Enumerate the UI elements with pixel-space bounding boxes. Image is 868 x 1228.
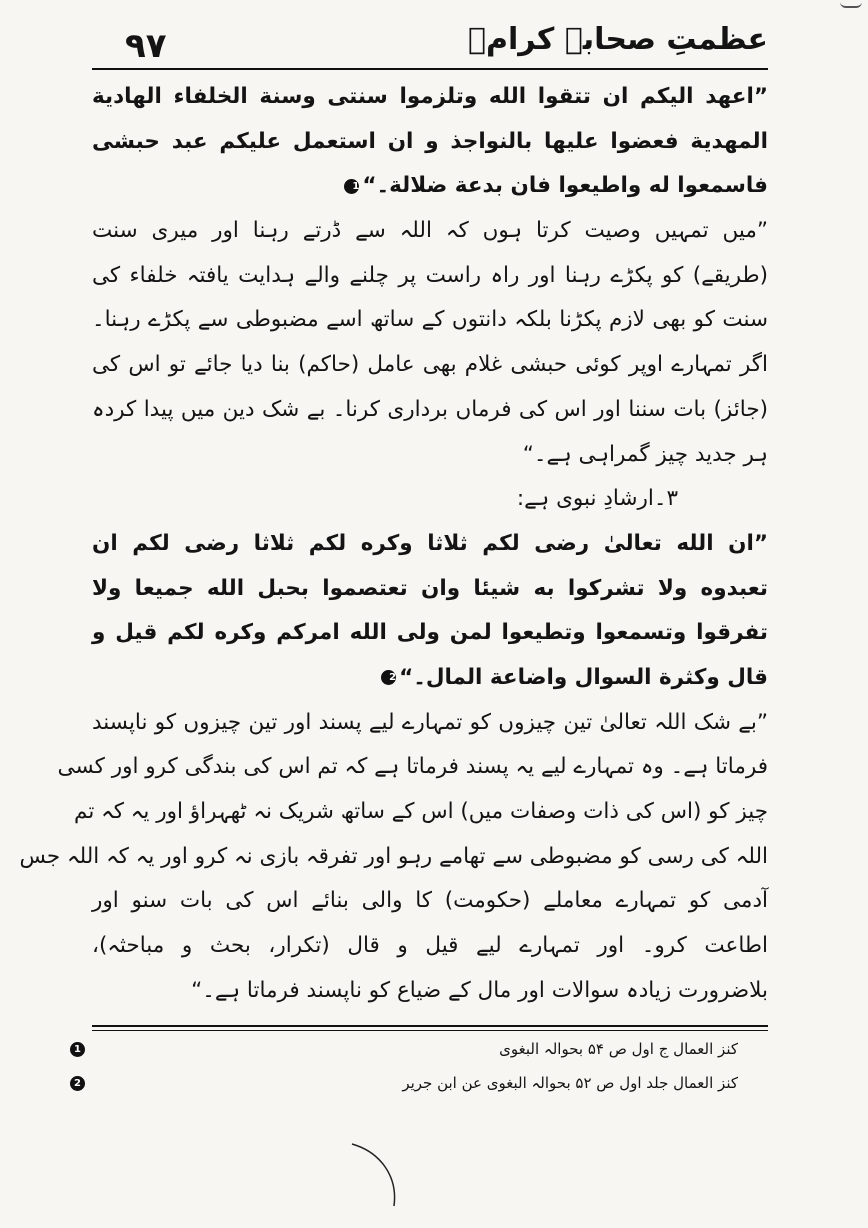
text-line bbox=[57, 745, 768, 790]
footnote-rule bbox=[92, 1025, 768, 1027]
text-line-content: آدمی کو تمہارے معاملے (حکومت) کا والی بنائے اس کی بات سنو اور bbox=[92, 888, 768, 914]
text-line-content: بلاضرورت زیادہ سوالات اور مال کے ضیاع کو ناپسند فرماتا ہے۔“ bbox=[191, 977, 768, 1003]
text-line bbox=[92, 701, 768, 746]
text-line bbox=[92, 924, 768, 969]
running-title: عظمتِ صحابہ کرامؓ bbox=[468, 22, 768, 57]
text-line bbox=[92, 75, 768, 120]
text-line-content: ”میں تمہیں وصیت کرتا ہوں کہ اللہ سے ڈرتے رہنا اور میری سنت bbox=[92, 218, 768, 244]
text-line-content: سنت کو بھی لازم پکڑنا بلکہ دانتوں کے ساتھ اسے مضبوطی سے پکڑے رہنا۔ bbox=[92, 307, 768, 333]
text-line-content: اگر تمہارے اوپر کوئی حبشی غلام بھی عامل (حاکم) بنا دیا جائے تو اس کی bbox=[92, 352, 768, 378]
text-line bbox=[92, 611, 768, 656]
text-line-content: چیز کو (اس کی ذات وصفات میں) اس کے ساتھ شریک نہ ٹھہراؤ اور یہ کہ تم bbox=[74, 799, 768, 824]
footnote-text: کنز العمال ج اول ص ۵۴ بحوالہ البغوی bbox=[499, 1040, 738, 1058]
text-line bbox=[92, 254, 768, 299]
footnote-number: 1 bbox=[70, 1042, 85, 1057]
text-line-content: ”بے شک اللہ تعالیٰ تین چیزوں کو تمہارے لیے پسند اور تین چیزوں کو ناپسند bbox=[92, 709, 768, 735]
text-line bbox=[92, 343, 768, 388]
text-line bbox=[92, 656, 768, 701]
text-line bbox=[92, 120, 768, 165]
pen-stroke-mark bbox=[350, 1140, 410, 1210]
text-line-content: ”ان الله تعالىٰ رضى لكم ثلاثا وكره لكم ثلاثا رضى لكم ان bbox=[92, 530, 768, 556]
footnote bbox=[74, 1066, 738, 1100]
text-line-content: ہر جدید چیز گمراہی ہے۔“ bbox=[522, 441, 768, 467]
text-line-content: تفرقوا وتسمعوا وتطيعوا لمن ولى الله امركم وكره لكم قيل و bbox=[92, 620, 768, 646]
footnote bbox=[74, 1032, 738, 1066]
text-line bbox=[92, 969, 768, 1014]
text-line-content: اللہ کی رسی کو مضبوطی سے تھامے رہو اور تفرقہ بازی نہ کرو اور یہ کہ اللہ جس bbox=[19, 843, 768, 869]
footnote-text: کنز العمال جلد اول ص ۵۲ بحوالہ البغوی عن ابن جریر bbox=[402, 1074, 738, 1092]
text-line bbox=[92, 522, 768, 567]
header-rule bbox=[92, 68, 768, 70]
footnote-marker: 1 bbox=[344, 179, 359, 194]
text-line bbox=[92, 209, 768, 254]
text-line-content: ۳۔ارشادِ نبوی ہے: bbox=[516, 486, 678, 512]
text-line bbox=[92, 879, 768, 924]
text-line bbox=[19, 835, 768, 880]
text-line bbox=[92, 388, 768, 433]
text-line-content: (طریقے) کو پکڑے رہنا اور راہ راست پر چلنے والے ہدایت یافتہ خلفاء کی bbox=[92, 262, 768, 288]
footnote-number: 2 bbox=[70, 1076, 85, 1091]
footnotes bbox=[74, 1032, 738, 1100]
body-text bbox=[19, 75, 768, 1013]
text-line-content: فاسمعوا له واطيعوا فان بدعة ضلالة۔“ bbox=[362, 173, 768, 199]
page-header bbox=[95, 22, 768, 70]
footnote-marker: 2 bbox=[381, 670, 396, 685]
text-line bbox=[74, 790, 768, 835]
text-line bbox=[92, 477, 768, 522]
text-line bbox=[92, 164, 768, 209]
text-line-content: فرماتا ہے۔ وہ تمہارے لیے یہ پسند فرماتا ہے کہ تم اس کی بندگی کرو اور کسی bbox=[57, 754, 768, 780]
page-number: ۹۷ bbox=[125, 26, 167, 66]
text-line bbox=[92, 298, 768, 343]
footnote-rule-thin bbox=[92, 1030, 768, 1031]
text-line-content: اطاعت کرو۔ اور تمہارے لیے قیل و قال (تکرار، بحث و مباحثہ)، bbox=[92, 933, 768, 959]
text-line-content: تعبدوه ولا تشركوا به شيئا وان تعتصموا بحبل الله جميعا ولا bbox=[92, 575, 768, 601]
text-line-content: المهدية فعضوا عليها بالنواجذ و ان استعمل عليكم عبد حبشی bbox=[92, 128, 768, 154]
text-line-content: (جائز) بات سننا اور اس کی فرماں برداری کرنا۔ بے شک دین میں پیدا کردہ bbox=[92, 396, 768, 422]
text-line-content: قال وكثرة السوال واضاعة المال۔“ bbox=[399, 664, 768, 690]
corner-ink-mark bbox=[840, 0, 862, 8]
text-line-content: ”اعهد اليكم ان تتقوا الله وتلزموا سنتی وسنة الخلفاء الهادية bbox=[92, 84, 768, 109]
text-line bbox=[92, 567, 768, 612]
text-line bbox=[92, 433, 768, 478]
